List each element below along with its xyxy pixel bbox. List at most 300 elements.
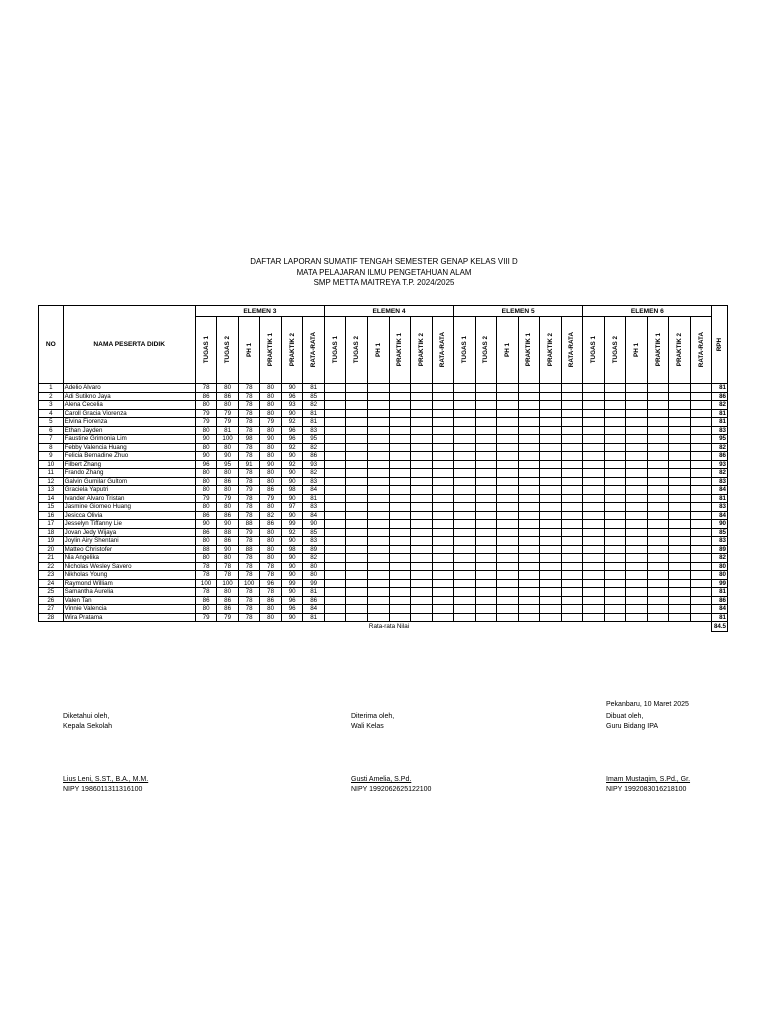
- row-number: 11: [39, 469, 64, 478]
- score-cell-empty: [518, 486, 540, 495]
- student-name: Nicholas Wesley Savero: [63, 562, 195, 571]
- score-cell: 78: [195, 571, 217, 580]
- score-cell-empty: [454, 545, 476, 554]
- score-cell-empty: [583, 503, 605, 512]
- header-score-label: TUGAS 2: [353, 336, 361, 364]
- score-cell-empty: [561, 401, 583, 410]
- score-cell-empty: [411, 426, 433, 435]
- score-cell: 99: [281, 579, 303, 588]
- average-spacer: [39, 622, 325, 632]
- score-cell-empty: [324, 613, 346, 622]
- score-cell-empty: [475, 571, 497, 580]
- score-cell-empty: [604, 486, 626, 495]
- score-cell-empty: [518, 596, 540, 605]
- score-cell-empty: [604, 409, 626, 418]
- score-cell-empty: [540, 426, 562, 435]
- score-cell: 78: [238, 605, 260, 614]
- table-row: [39, 401, 728, 410]
- score-cell-empty: [690, 426, 712, 435]
- header-score-column: [669, 317, 691, 384]
- score-cell-empty: [454, 511, 476, 520]
- score-cell: 79: [238, 486, 260, 495]
- score-cell-empty: [647, 477, 669, 486]
- score-cell-empty: [497, 613, 519, 622]
- rph-cell: 82: [712, 443, 728, 452]
- score-cell-empty: [690, 588, 712, 597]
- score-cell-empty: [454, 579, 476, 588]
- score-cell-empty: [518, 409, 540, 418]
- header-score-label: TUGAS 1: [589, 336, 597, 364]
- score-cell-empty: [324, 401, 346, 410]
- score-cell-empty: [497, 384, 519, 393]
- score-cell: 80: [260, 503, 282, 512]
- score-cell-empty: [432, 384, 454, 393]
- header-score-label: PRAKTIK 2: [546, 333, 554, 367]
- student-name: Adelio Alvaro: [63, 384, 195, 393]
- score-cell-empty: [690, 554, 712, 563]
- score-cell-empty: [690, 392, 712, 401]
- score-cell-empty: [561, 409, 583, 418]
- score-cell-empty: [411, 613, 433, 622]
- table-row: [39, 435, 728, 444]
- score-cell-empty: [367, 503, 389, 512]
- student-name: Galvin Gumilar Gultom: [63, 477, 195, 486]
- score-cell-empty: [669, 486, 691, 495]
- score-cell-empty: [518, 401, 540, 410]
- score-cell-empty: [346, 554, 368, 563]
- score-cell-empty: [583, 409, 605, 418]
- score-cell: 80: [303, 571, 325, 580]
- score-cell-empty: [518, 579, 540, 588]
- header-score-column: [238, 317, 260, 384]
- place-date: Pekanbaru, 10 Maret 2025: [606, 701, 689, 708]
- score-cell: 83: [303, 503, 325, 512]
- score-cell: 89: [303, 545, 325, 554]
- score-cell: 80: [260, 554, 282, 563]
- score-cell-empty: [367, 537, 389, 546]
- score-cell-empty: [411, 392, 433, 401]
- score-cell: 80: [260, 545, 282, 554]
- score-cell: 80: [260, 537, 282, 546]
- score-cell-empty: [647, 384, 669, 393]
- header-score-label: PRAKTIK 2: [288, 333, 296, 367]
- score-cell-empty: [626, 537, 648, 546]
- school-title: SMP METTA MAITREYA T.P. 2024/2025: [313, 277, 455, 287]
- score-cell-empty: [540, 409, 562, 418]
- score-cell-empty: [626, 443, 648, 452]
- score-cell-empty: [561, 469, 583, 478]
- student-name: Caroll Gracia Viorenza: [63, 409, 195, 418]
- score-cell: 92: [281, 460, 303, 469]
- score-cell-empty: [690, 562, 712, 571]
- signature-id: NIPY 1986011311316100: [63, 786, 143, 793]
- rph-cell: 82: [712, 469, 728, 478]
- score-cell-empty: [367, 443, 389, 452]
- score-cell-empty: [432, 409, 454, 418]
- row-number: 6: [39, 426, 64, 435]
- table-row: [39, 613, 728, 622]
- score-cell-empty: [626, 520, 648, 529]
- score-cell-empty: [669, 401, 691, 410]
- score-cell: 80: [260, 477, 282, 486]
- score-cell-empty: [411, 562, 433, 571]
- score-cell-empty: [497, 477, 519, 486]
- score-cell: 80: [195, 477, 217, 486]
- score-cell-empty: [475, 562, 497, 571]
- table-row: [39, 452, 728, 461]
- score-cell-empty: [324, 384, 346, 393]
- score-cell-empty: [647, 537, 669, 546]
- score-cell: 80: [260, 392, 282, 401]
- header-score-label: PRAKTIK 2: [417, 333, 425, 367]
- score-cell-empty: [324, 554, 346, 563]
- score-cell-empty: [626, 596, 648, 605]
- student-name: Ethan Jayden: [63, 426, 195, 435]
- score-cell-empty: [561, 571, 583, 580]
- score-cell: 78: [238, 409, 260, 418]
- score-cell-empty: [647, 588, 669, 597]
- score-cell: 80: [217, 486, 239, 495]
- score-cell: 93: [303, 460, 325, 469]
- rph-cell: 80: [712, 562, 728, 571]
- rph-cell: 84: [712, 486, 728, 495]
- rph-cell: 83: [712, 477, 728, 486]
- score-cell-empty: [497, 443, 519, 452]
- rph-cell: 80: [712, 571, 728, 580]
- student-name: Valen Tan: [63, 596, 195, 605]
- score-cell-empty: [561, 460, 583, 469]
- table-row: [39, 426, 728, 435]
- score-cell-empty: [411, 554, 433, 563]
- score-cell-empty: [690, 571, 712, 580]
- score-cell-empty: [626, 418, 648, 427]
- score-cell-empty: [432, 460, 454, 469]
- score-cell: 81: [303, 494, 325, 503]
- score-cell-empty: [475, 452, 497, 461]
- score-cell-empty: [583, 469, 605, 478]
- score-cell-empty: [411, 528, 433, 537]
- score-cell-empty: [669, 562, 691, 571]
- signature-line1: Diterima oleh,: [351, 713, 395, 720]
- score-cell-empty: [454, 392, 476, 401]
- score-cell: 79: [217, 494, 239, 503]
- row-number: 25: [39, 588, 64, 597]
- row-number: 13: [39, 486, 64, 495]
- row-number: 3: [39, 401, 64, 410]
- score-cell-empty: [389, 384, 411, 393]
- row-number: 16: [39, 511, 64, 520]
- student-name: Frando Zhang: [63, 469, 195, 478]
- score-cell-empty: [432, 494, 454, 503]
- header-score-column: [411, 317, 433, 384]
- score-cell: 80: [217, 443, 239, 452]
- score-cell-empty: [475, 477, 497, 486]
- score-cell: 90: [281, 613, 303, 622]
- score-cell: 78: [238, 443, 260, 452]
- score-cell: 85: [303, 392, 325, 401]
- score-cell-empty: [518, 588, 540, 597]
- score-cell-empty: [454, 613, 476, 622]
- score-cell-empty: [540, 579, 562, 588]
- score-cell-empty: [669, 409, 691, 418]
- score-cell-empty: [540, 392, 562, 401]
- score-cell-empty: [561, 520, 583, 529]
- header-score-column: [303, 317, 325, 384]
- table-row: [39, 511, 728, 520]
- score-cell-empty: [647, 613, 669, 622]
- score-cell-empty: [389, 494, 411, 503]
- score-cell-empty: [626, 469, 648, 478]
- score-cell-empty: [389, 452, 411, 461]
- score-cell-empty: [647, 401, 669, 410]
- score-cell-empty: [518, 528, 540, 537]
- table-row: [39, 571, 728, 580]
- rph-cell: 86: [712, 452, 728, 461]
- score-cell-empty: [475, 443, 497, 452]
- score-cell: 100: [217, 435, 239, 444]
- row-number: 14: [39, 494, 64, 503]
- score-cell-empty: [540, 605, 562, 614]
- score-cell-empty: [540, 503, 562, 512]
- score-cell: 86: [217, 477, 239, 486]
- score-cell-empty: [432, 520, 454, 529]
- score-cell-empty: [346, 469, 368, 478]
- score-cell-empty: [454, 528, 476, 537]
- score-cell-empty: [561, 588, 583, 597]
- score-cell-empty: [518, 571, 540, 580]
- score-cell-empty: [367, 435, 389, 444]
- score-cell-empty: [604, 579, 626, 588]
- score-cell-empty: [540, 486, 562, 495]
- score-cell-empty: [324, 511, 346, 520]
- score-cell-empty: [346, 562, 368, 571]
- score-cell-empty: [411, 486, 433, 495]
- score-cell-empty: [389, 469, 411, 478]
- score-cell-empty: [647, 562, 669, 571]
- score-cell-empty: [324, 460, 346, 469]
- table-row: [39, 494, 728, 503]
- score-cell-empty: [367, 469, 389, 478]
- table-row: [39, 503, 728, 512]
- score-cell-empty: [669, 545, 691, 554]
- student-name: Samantha Aurelia: [63, 588, 195, 597]
- score-cell-empty: [518, 426, 540, 435]
- score-cell-empty: [346, 528, 368, 537]
- score-cell: 90: [281, 452, 303, 461]
- rph-cell: 82: [712, 554, 728, 563]
- score-cell: 79: [217, 409, 239, 418]
- signature-block-teacher: [606, 712, 690, 795]
- score-cell: 84: [303, 486, 325, 495]
- score-cell-empty: [647, 426, 669, 435]
- score-cell: 90: [281, 469, 303, 478]
- score-cell: 86: [217, 537, 239, 546]
- score-cell-empty: [367, 494, 389, 503]
- score-cell-empty: [411, 418, 433, 427]
- score-cell-empty: [540, 418, 562, 427]
- score-cell-empty: [367, 452, 389, 461]
- row-number: 1: [39, 384, 64, 393]
- score-cell-empty: [454, 520, 476, 529]
- score-cell-empty: [518, 494, 540, 503]
- score-cell-empty: [475, 503, 497, 512]
- score-cell-empty: [690, 520, 712, 529]
- score-cell-empty: [367, 392, 389, 401]
- score-cell-empty: [561, 511, 583, 520]
- score-cell: 90: [281, 494, 303, 503]
- score-cell-empty: [411, 503, 433, 512]
- score-cell: 80: [260, 528, 282, 537]
- score-cell-empty: [475, 384, 497, 393]
- score-cell-empty: [497, 401, 519, 410]
- score-cell-empty: [324, 443, 346, 452]
- score-cell: 80: [303, 562, 325, 571]
- score-cell: 79: [195, 613, 217, 622]
- signature-id: NIPY 1992062625122100: [351, 786, 432, 793]
- rph-cell: 83: [712, 503, 728, 512]
- score-cell-empty: [647, 503, 669, 512]
- score-cell: 78: [238, 452, 260, 461]
- score-cell-empty: [497, 392, 519, 401]
- score-cell-empty: [432, 511, 454, 520]
- score-cell-empty: [518, 511, 540, 520]
- score-cell: 96: [260, 579, 282, 588]
- score-cell: 90: [217, 520, 239, 529]
- score-cell-empty: [367, 588, 389, 597]
- score-cell-empty: [497, 494, 519, 503]
- score-cell-empty: [518, 520, 540, 529]
- student-name: Faustine Grimonia Lim: [63, 435, 195, 444]
- score-cell: 92: [281, 418, 303, 427]
- score-cell-empty: [475, 401, 497, 410]
- header-score-label: TUGAS 1: [331, 336, 339, 364]
- header-score-label: TUGAS 2: [224, 336, 232, 364]
- score-cell-empty: [540, 435, 562, 444]
- score-cell-empty: [367, 571, 389, 580]
- header-score-column: [626, 317, 648, 384]
- score-cell-empty: [647, 460, 669, 469]
- student-name: Raymond William: [63, 579, 195, 588]
- score-cell-empty: [647, 486, 669, 495]
- score-cell: 80: [195, 469, 217, 478]
- score-cell-empty: [432, 579, 454, 588]
- score-cell-empty: [411, 409, 433, 418]
- score-cell-empty: [432, 469, 454, 478]
- score-cell-empty: [690, 596, 712, 605]
- score-cell-empty: [346, 460, 368, 469]
- score-cell-empty: [389, 443, 411, 452]
- table-row: [39, 579, 728, 588]
- score-cell-empty: [647, 520, 669, 529]
- score-cell-empty: [324, 537, 346, 546]
- score-cell-empty: [454, 452, 476, 461]
- score-cell-empty: [346, 605, 368, 614]
- score-cell-empty: [561, 596, 583, 605]
- score-cell-empty: [475, 511, 497, 520]
- score-cell-empty: [604, 452, 626, 461]
- score-cell: 96: [281, 435, 303, 444]
- table-row: [39, 545, 728, 554]
- score-cell: 80: [260, 409, 282, 418]
- table-row: [39, 562, 728, 571]
- score-cell: 86: [217, 596, 239, 605]
- score-cell-empty: [540, 588, 562, 597]
- score-cell-empty: [454, 486, 476, 495]
- score-cell: 90: [195, 452, 217, 461]
- student-name: Elvina Fiorenza: [63, 418, 195, 427]
- score-cell-empty: [346, 426, 368, 435]
- score-cell-empty: [432, 435, 454, 444]
- score-cell-empty: [626, 409, 648, 418]
- score-cell-empty: [626, 486, 648, 495]
- score-cell-empty: [669, 613, 691, 622]
- header-student-name: NAMA PESERTA DIDIK: [63, 306, 195, 384]
- score-cell-empty: [669, 460, 691, 469]
- score-cell-empty: [690, 460, 712, 469]
- score-cell-empty: [389, 392, 411, 401]
- score-cell-empty: [604, 401, 626, 410]
- score-cell: 96: [281, 426, 303, 435]
- score-cell-empty: [604, 545, 626, 554]
- score-cell-empty: [583, 460, 605, 469]
- score-cell-empty: [389, 409, 411, 418]
- score-cell-empty: [454, 401, 476, 410]
- score-cell-empty: [454, 435, 476, 444]
- signature-name: Imam Mustaqim, S.Pd., Gr.: [606, 776, 691, 783]
- score-cell-empty: [475, 554, 497, 563]
- score-cell-empty: [346, 443, 368, 452]
- rph-cell: 81: [712, 588, 728, 597]
- score-cell-empty: [540, 554, 562, 563]
- score-cell: 78: [260, 562, 282, 571]
- score-cell-empty: [561, 477, 583, 486]
- header-score-label: PRAKTIK 1: [654, 333, 662, 367]
- score-cell-empty: [475, 460, 497, 469]
- score-cell-empty: [669, 554, 691, 563]
- score-cell-empty: [367, 596, 389, 605]
- score-cell-empty: [561, 426, 583, 435]
- student-name: Ivander Alvaro Tristan: [63, 494, 195, 503]
- score-cell: 80: [217, 503, 239, 512]
- score-cell-empty: [324, 409, 346, 418]
- score-cell-empty: [647, 494, 669, 503]
- header-score-column: [518, 317, 540, 384]
- score-cell-empty: [669, 426, 691, 435]
- row-number: 18: [39, 528, 64, 537]
- rph-cell: 95: [712, 435, 728, 444]
- score-cell-empty: [324, 579, 346, 588]
- score-cell-empty: [497, 596, 519, 605]
- score-cell: 98: [281, 545, 303, 554]
- score-cell-empty: [561, 435, 583, 444]
- score-cell: 81: [303, 409, 325, 418]
- score-cell-empty: [669, 469, 691, 478]
- score-cell-empty: [626, 562, 648, 571]
- row-number: 9: [39, 452, 64, 461]
- score-cell-empty: [389, 477, 411, 486]
- subject-title: MATA PELAJARAN ILMU PENGETAHUAN ALAM: [296, 266, 472, 277]
- score-cell-empty: [540, 494, 562, 503]
- score-cell-empty: [497, 528, 519, 537]
- score-cell-empty: [604, 477, 626, 486]
- score-cell-empty: [454, 596, 476, 605]
- score-cell-empty: [690, 486, 712, 495]
- score-cell-empty: [454, 554, 476, 563]
- score-cell-empty: [432, 571, 454, 580]
- score-cell: 90: [303, 520, 325, 529]
- score-cell-empty: [497, 418, 519, 427]
- score-cell: 78: [238, 401, 260, 410]
